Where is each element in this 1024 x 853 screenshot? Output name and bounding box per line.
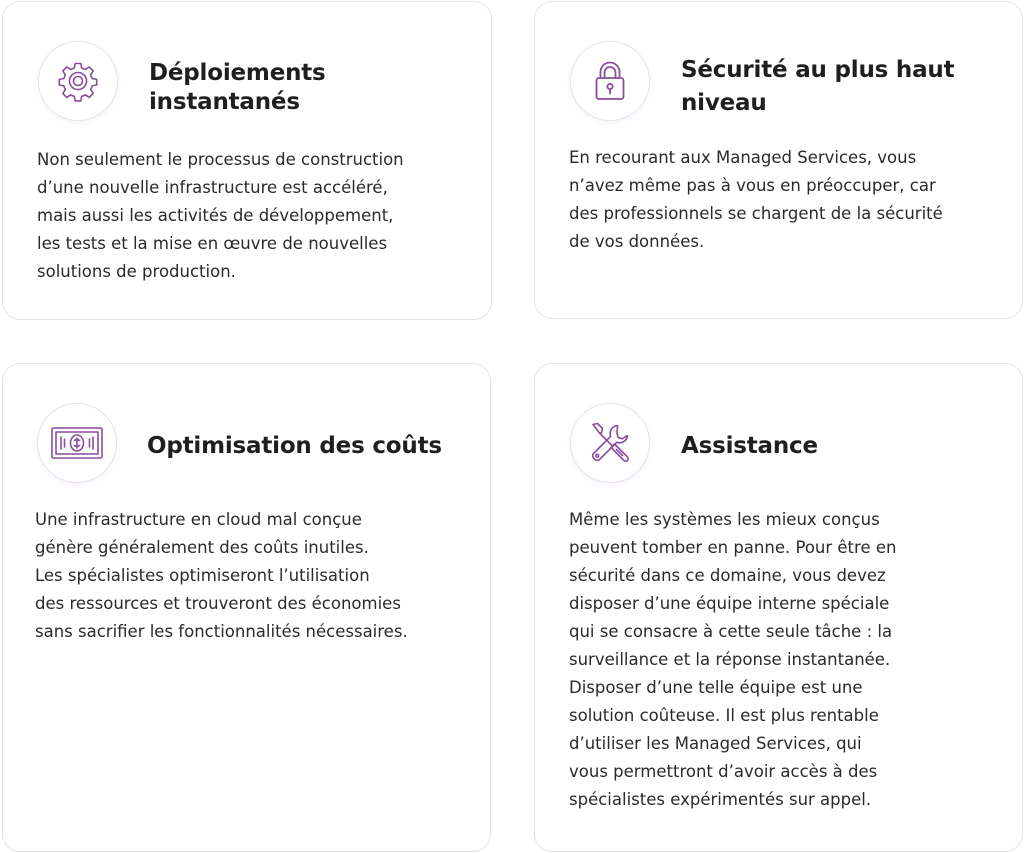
feature-card-assistance	[534, 363, 1023, 852]
card-title: Sécurité au plus haut niveau	[681, 57, 955, 116]
card-title: Optimisation des coûts	[147, 433, 442, 459]
description-line: disposer d’une équipe interne spéciale	[569, 594, 890, 613]
description-line: En recourant aux Managed Services, vous	[569, 148, 917, 167]
description-line: des professionnels se chargent de la sécurité	[569, 204, 943, 223]
description-line: de vos données.	[569, 232, 705, 251]
description-line: peuvent tomber en panne. Pour être en	[569, 538, 897, 557]
description-line: surveillance et la réponse instantanée.	[569, 650, 891, 669]
description-line: mais aussi les activités de développement,	[37, 206, 394, 225]
description-line: d’utiliser les Managed Services, qui	[569, 734, 862, 753]
gear-icon	[56, 59, 100, 103]
icon-badge	[570, 41, 650, 121]
banknote-icon	[50, 423, 104, 463]
description-line: qui se consacre à cette seule tâche : la	[569, 622, 893, 641]
description-line: sans sacrifier les fonctionnalités nécessaires.	[35, 622, 408, 641]
feature-card-cost-optimization	[2, 363, 491, 852]
icon-badge	[570, 403, 650, 483]
description-line: sécurité dans ce domaine, vous devez	[569, 566, 886, 585]
description-line: les tests et la mise en œuvre de nouvelles	[37, 234, 388, 253]
description-line: spécialistes expérimentés sur appel.	[569, 790, 872, 809]
description-line: d’une nouvelle infrastructure est accéléré,	[37, 178, 388, 197]
description-line: Les spécialistes optimiseront l’utilisation	[35, 566, 370, 585]
card-description	[569, 144, 943, 256]
description-line: génère généralement des coûts inutiles.	[35, 538, 369, 557]
icon-badge	[37, 403, 117, 483]
feature-card-security	[534, 1, 1023, 319]
lock-icon	[588, 59, 632, 103]
tools-icon	[587, 420, 633, 466]
description-line: Une infrastructure en cloud mal conçue	[35, 510, 362, 529]
description-line: des ressources et trouveront des économies	[35, 594, 401, 613]
description-line: solution coûteuse. Il est plus rentable	[569, 706, 879, 725]
description-line: Même les systèmes les mieux conçus	[569, 510, 880, 529]
feature-card-deployments	[2, 1, 492, 320]
card-description	[35, 506, 408, 646]
description-line: n’avez même pas à vous en préoccuper, car	[569, 176, 936, 195]
card-title: Déploiements instantanés	[149, 60, 326, 115]
card-title: Assistance	[681, 433, 818, 459]
description-line: Non seulement le processus de construction	[37, 150, 404, 169]
card-description	[37, 146, 404, 286]
description-line: Disposer d’une telle équipe est une	[569, 678, 863, 697]
description-line: solutions de production.	[37, 262, 236, 281]
icon-badge	[38, 41, 118, 121]
description-line: vous permettront d’avoir accès à des	[569, 762, 878, 781]
card-description	[569, 506, 896, 814]
